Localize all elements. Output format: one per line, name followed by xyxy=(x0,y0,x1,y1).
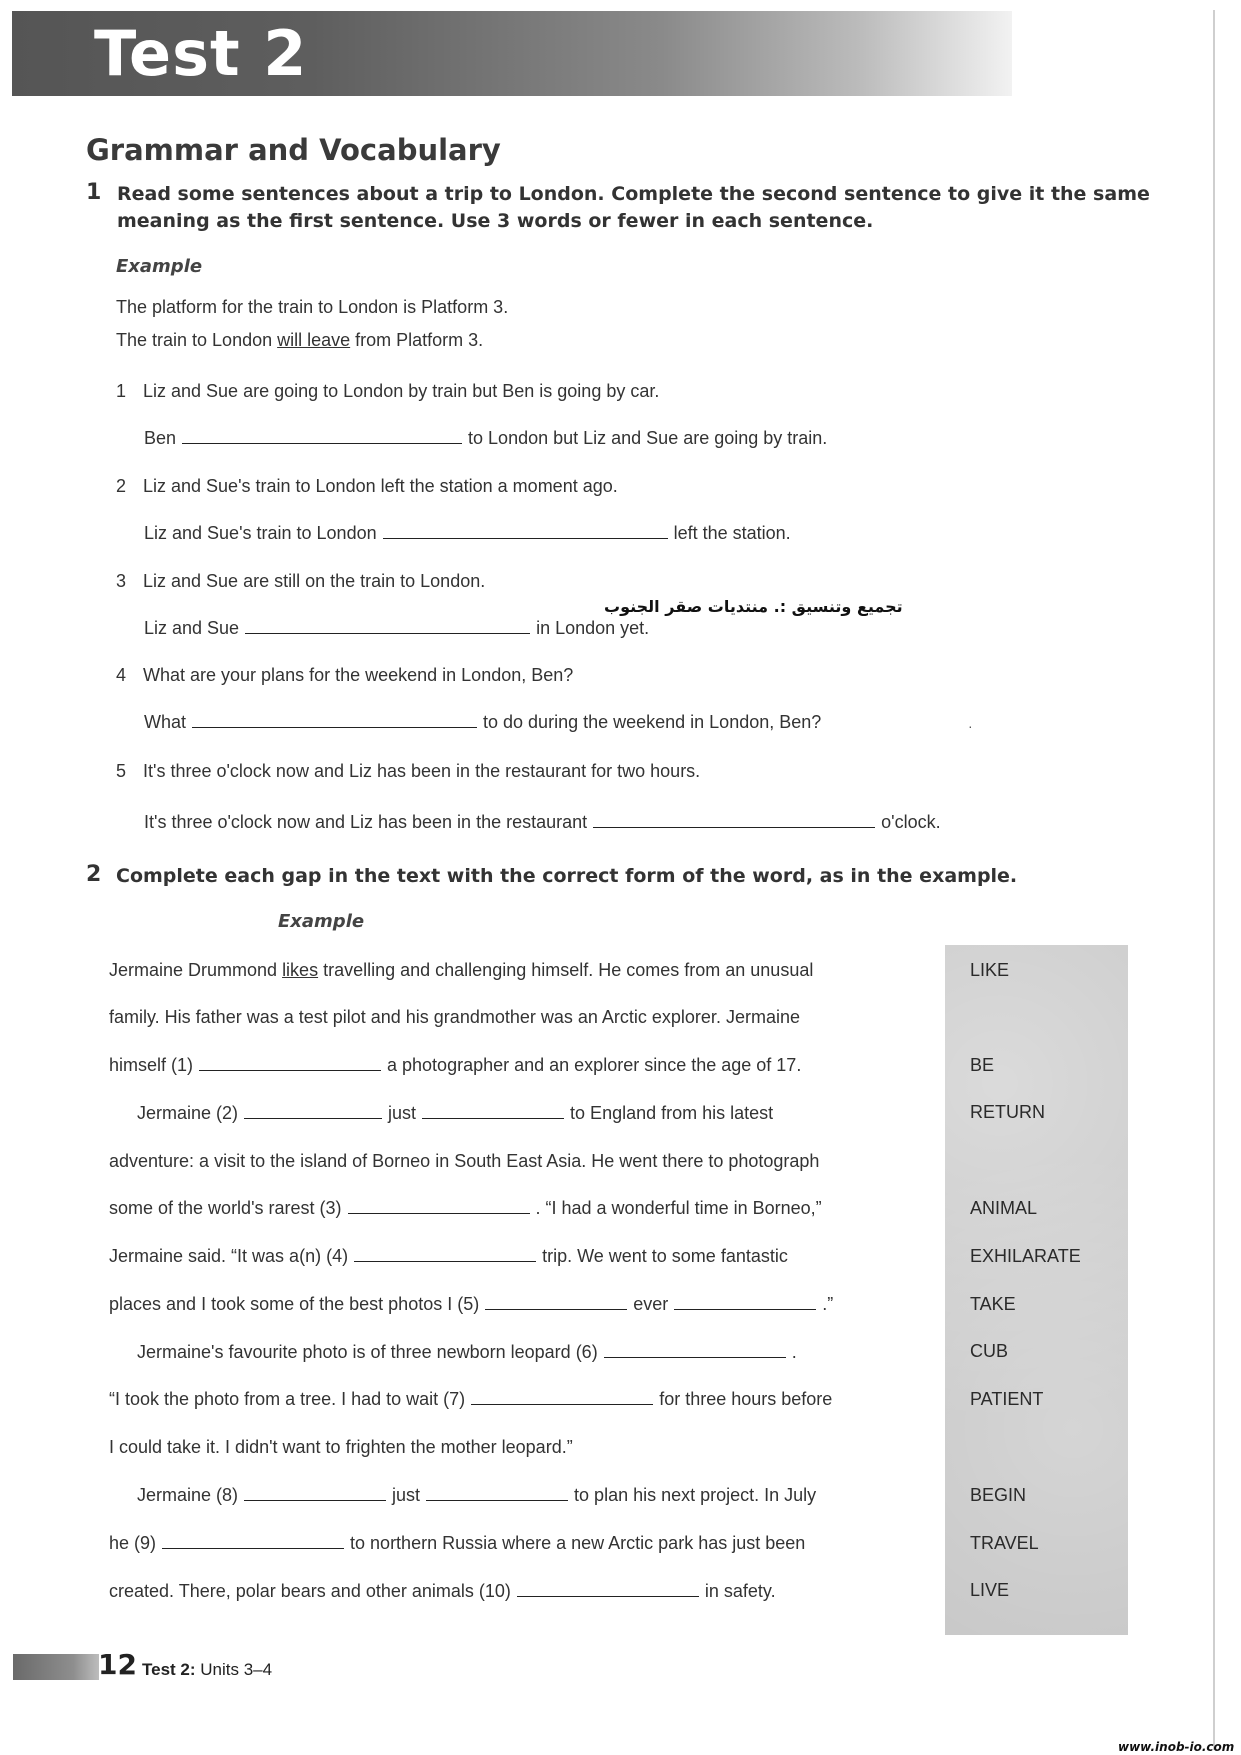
answer-gap-4[interactable] xyxy=(192,711,477,728)
item-text: Liz and Sue are going to London by train but Ben is going by car. xyxy=(143,381,660,401)
root-word: BEGIN xyxy=(970,1485,1027,1505)
task-2-instruction: Complete each gap in the text with the correct form of the word, as in the example. xyxy=(116,865,1018,887)
gap-7[interactable] xyxy=(471,1388,653,1405)
gap-6[interactable] xyxy=(604,1341,786,1358)
text: just xyxy=(388,1103,417,1123)
footer-label-bold: Test 2: xyxy=(142,1660,196,1679)
item-number: 4 xyxy=(116,665,127,685)
task-1-number: 1 xyxy=(86,180,102,205)
root-word: PATIENT xyxy=(970,1389,1044,1409)
section-heading: Grammar and Vocabulary xyxy=(86,133,501,167)
example-answer: likes xyxy=(282,960,319,980)
item-text: What xyxy=(144,712,187,732)
text: to plan his next project. In July xyxy=(574,1485,817,1505)
item-number: 2 xyxy=(116,476,127,496)
task-1-example-label: Example xyxy=(116,256,203,277)
example-sentence-1: The platform for the train to London is Platform 3. xyxy=(116,297,509,317)
item-text: in London yet. xyxy=(536,618,650,638)
text-line-1 xyxy=(109,959,813,981)
item-1-rewrite xyxy=(144,427,827,449)
gap-8b[interactable] xyxy=(426,1484,568,1501)
text: Jermaine (2) xyxy=(137,1103,239,1123)
item-text: to London but Liz and Sue are going by train. xyxy=(468,428,828,448)
text: .” xyxy=(822,1294,834,1314)
item-4-original xyxy=(116,664,573,686)
text: to England from his latest xyxy=(570,1103,774,1123)
root-word: CUB xyxy=(970,1341,1009,1361)
gap-10[interactable] xyxy=(517,1580,699,1597)
answer-gap-1[interactable] xyxy=(182,427,462,444)
text-line-5: adventure: a visit to the island of Borneo in South East Asia. He went there to photograph xyxy=(109,1151,820,1171)
answer-gap-5[interactable] xyxy=(593,811,875,828)
item-text: It's three o'clock now and Liz has been in the restaurant for two hours. xyxy=(143,761,701,781)
text: a photographer and an explorer since the age of 17. xyxy=(387,1055,802,1075)
text: Jermaine (8) xyxy=(137,1485,239,1505)
task-2-example-label: Example xyxy=(278,911,365,932)
item-text: Ben xyxy=(144,428,177,448)
item-text: o'clock. xyxy=(881,812,941,832)
watermark: www.inob-io.com xyxy=(1118,1740,1235,1754)
gap-9[interactable] xyxy=(162,1532,344,1549)
item-text: What are your plans for the weekend in London, Ben? xyxy=(143,665,574,685)
item-number: 5 xyxy=(116,761,127,781)
header-banner xyxy=(12,11,1012,96)
footer-label xyxy=(142,1660,272,1680)
item-text: to do during the weekend in London, Ben? xyxy=(483,712,822,732)
text-line-11: I could take it. I didn't want to frighten the mother leopard.” xyxy=(109,1437,573,1457)
text-line-8 xyxy=(109,1293,833,1315)
gap-1[interactable] xyxy=(199,1054,381,1071)
root-word: ANIMAL xyxy=(970,1198,1038,1218)
text: Jermaine Drummond xyxy=(109,960,283,980)
text-line-10 xyxy=(109,1388,832,1410)
gap-5b[interactable] xyxy=(674,1293,816,1310)
text: . “I had a wonderful time in Borneo,” xyxy=(535,1198,822,1218)
text: “I took the photo from a tree. I had to wait (7) xyxy=(109,1389,466,1409)
gap-2b[interactable] xyxy=(422,1102,564,1119)
text-line-14 xyxy=(109,1580,776,1602)
footer-bar xyxy=(13,1654,99,1680)
text: just xyxy=(392,1485,421,1505)
item-text: Liz and Sue's train to London xyxy=(144,523,377,543)
page-edge-divider xyxy=(1213,10,1215,1750)
gap-2a[interactable] xyxy=(244,1102,382,1119)
text-line-13 xyxy=(109,1532,805,1554)
item-4-rewrite xyxy=(144,711,821,733)
answer-gap-2[interactable] xyxy=(383,522,668,539)
item-1-original xyxy=(116,380,659,402)
text-line-3 xyxy=(109,1054,801,1076)
item-text: Liz and Sue's train to London left the station a moment ago. xyxy=(143,476,618,496)
text: Jermaine said. “It was a(n) (4) xyxy=(109,1246,349,1266)
root-word: TAKE xyxy=(970,1294,1016,1314)
example-text: from Platform 3. xyxy=(350,330,484,350)
item-5-rewrite xyxy=(144,811,941,833)
root-word: LIKE xyxy=(970,960,1010,980)
item-3-original xyxy=(116,570,485,592)
task-2-number: 2 xyxy=(86,862,102,887)
item-text: Liz and Sue are still on the train to London. xyxy=(143,571,486,591)
stray-mark: · xyxy=(968,718,973,734)
task-1-instruction-line-1: Read some sentences about a trip to London. Complete the second sentence to give it the same xyxy=(117,183,1150,205)
item-number: 1 xyxy=(116,381,127,401)
text-line-9 xyxy=(137,1341,797,1363)
text-line-4 xyxy=(137,1102,773,1124)
example-sentence-2 xyxy=(116,329,483,351)
page-number: 12 xyxy=(98,1648,137,1681)
item-3-rewrite xyxy=(144,617,649,639)
root-word: EXHILARATE xyxy=(970,1246,1081,1266)
gap-3[interactable] xyxy=(348,1197,530,1214)
item-text: Liz and Sue xyxy=(144,618,240,638)
text: to northern Russia where a new Arctic park has just been xyxy=(350,1533,806,1553)
root-word: TRAVEL xyxy=(970,1533,1039,1553)
item-5-original xyxy=(116,760,700,782)
text: travelling and challenging himself. He comes from an unusual xyxy=(318,960,814,980)
text-line-12 xyxy=(137,1484,816,1506)
root-word: BE xyxy=(970,1055,995,1075)
text: he (9) xyxy=(109,1533,157,1553)
item-2-original xyxy=(116,475,618,497)
item-text: left the station. xyxy=(673,523,791,543)
item-number: 3 xyxy=(116,571,127,591)
gap-8a[interactable] xyxy=(244,1484,386,1501)
footer-label-rest: Units 3–4 xyxy=(195,1660,273,1679)
text: for three hours before xyxy=(659,1389,833,1409)
gap-5a[interactable] xyxy=(485,1293,627,1310)
answer-gap-3[interactable] xyxy=(245,617,530,634)
forum-stamp-text: تجميع وتنسيق :. منتديات صقر الجنوب xyxy=(604,597,903,616)
text-line-7 xyxy=(109,1245,788,1267)
text: created. There, polar bears and other animals (10) xyxy=(109,1581,511,1601)
text: ever xyxy=(633,1294,669,1314)
text: . xyxy=(791,1342,797,1362)
task-1-instruction-line-2: meaning as the first sentence. Use 3 words or fewer in each sentence. xyxy=(117,210,874,232)
item-2-rewrite xyxy=(144,522,791,544)
page-title: Test 2 xyxy=(94,17,308,90)
gap-4[interactable] xyxy=(354,1245,536,1262)
word-column-background xyxy=(945,945,1128,1635)
text: himself (1) xyxy=(109,1055,194,1075)
text-line-6 xyxy=(109,1197,822,1219)
text: in safety. xyxy=(704,1581,776,1601)
example-text: The train to London xyxy=(116,330,278,350)
root-word: LIVE xyxy=(970,1580,1010,1600)
text: trip. We went to some fantastic xyxy=(542,1246,788,1266)
text: Jermaine's favourite photo is of three newborn leopard (6) xyxy=(137,1342,598,1362)
example-answer: will leave xyxy=(277,330,351,350)
text-line-2: family. His father was a test pilot and his grandmother was an Arctic explorer. Jermaine xyxy=(109,1007,800,1027)
item-text: It's three o'clock now and Liz has been in the restaurant xyxy=(144,812,588,832)
root-word: RETURN xyxy=(970,1102,1045,1122)
text: places and I took some of the best photos I (5) xyxy=(109,1294,480,1314)
text: some of the world's rarest (3) xyxy=(109,1198,342,1218)
